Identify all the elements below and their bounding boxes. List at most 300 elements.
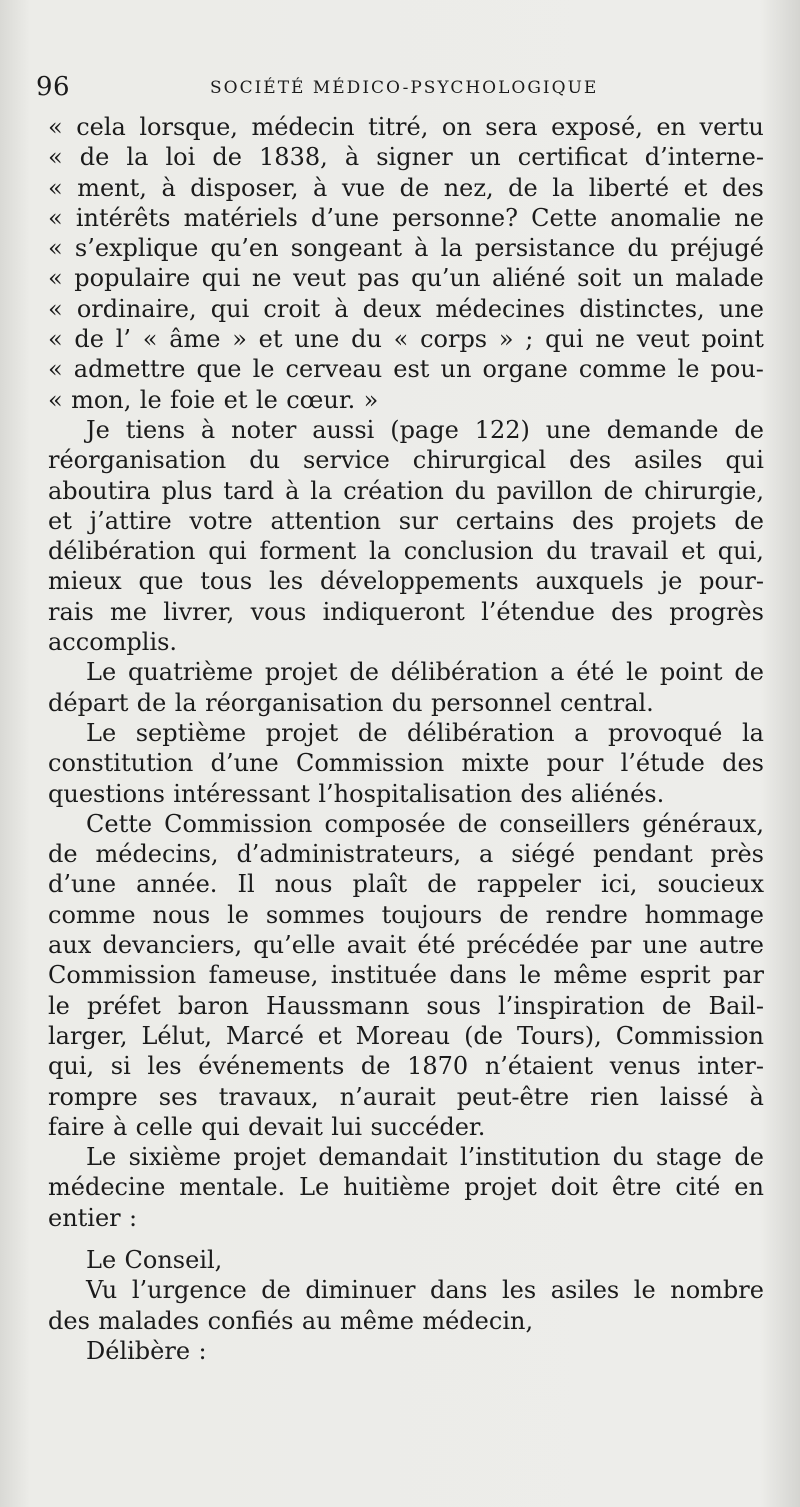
- word: qui,: [48, 1052, 95, 1081]
- word: à: [334, 294, 349, 323]
- word: tiens: [125, 415, 186, 444]
- word: conseillers: [499, 809, 631, 838]
- word: livrer,: [163, 597, 235, 626]
- word: confiés: [207, 1306, 294, 1335]
- word: chirurgie,: [644, 476, 764, 505]
- word: et: [258, 325, 283, 354]
- word: médecin: [251, 113, 355, 141]
- word: devait: [248, 1112, 323, 1141]
- word: ici,: [600, 870, 638, 899]
- text-line: [48, 142, 764, 172]
- word: pou-: [710, 355, 764, 384]
- word: populaire: [74, 264, 191, 293]
- word: «: [48, 113, 63, 141]
- text-line: [48, 354, 764, 384]
- text-line: [48, 1082, 764, 1112]
- word: médecine: [48, 1173, 166, 1202]
- word: mentale.: [179, 1173, 286, 1202]
- word: âme: [169, 325, 221, 354]
- word: qui: [725, 446, 764, 475]
- word: Haussmann: [265, 991, 410, 1020]
- word: de: [457, 809, 488, 838]
- word: cité: [675, 1173, 721, 1202]
- word: la: [552, 173, 575, 202]
- word: le: [139, 385, 162, 414]
- word: médecin,: [422, 1306, 534, 1335]
- word: de: [136, 688, 167, 717]
- word: demandait: [318, 1143, 448, 1172]
- word: tous: [200, 567, 253, 596]
- word: personne?: [392, 203, 518, 232]
- word: je: [660, 567, 683, 596]
- word: nombre: [670, 1276, 764, 1305]
- word: (page: [390, 415, 459, 444]
- word: Le: [86, 1143, 117, 1172]
- word: a: [479, 840, 494, 869]
- text-line: [48, 263, 764, 293]
- word: de: [212, 143, 242, 172]
- word: de: [261, 1276, 291, 1305]
- text-line: [48, 294, 764, 324]
- word: certificat: [517, 143, 628, 172]
- word: projet: [265, 718, 339, 747]
- word: l’urgence: [131, 1276, 247, 1305]
- word: stage: [656, 1143, 722, 1172]
- word: forment: [259, 537, 357, 566]
- word: sommes: [265, 900, 365, 929]
- word: sixième: [128, 1143, 221, 1172]
- word: ne: [595, 325, 626, 354]
- word: délibération: [48, 537, 196, 566]
- word: Cette: [86, 809, 153, 838]
- text-line: [48, 536, 764, 566]
- word: et: [681, 537, 706, 566]
- word: l’hospitalisation: [318, 779, 513, 808]
- word: projet: [464, 1173, 537, 1202]
- word: admettre: [73, 355, 186, 384]
- word: Tours),: [516, 1021, 602, 1050]
- word: du: [612, 1143, 644, 1172]
- word: persistance: [474, 234, 616, 263]
- word: en: [656, 113, 687, 141]
- word: qui: [545, 325, 584, 354]
- word: dans: [430, 1276, 488, 1305]
- word: de: [349, 658, 379, 687]
- word: me: [110, 597, 147, 626]
- word: délibération: [390, 658, 539, 687]
- word: larger,: [48, 1021, 128, 1050]
- word: votre: [189, 506, 253, 535]
- word: 122): [474, 415, 530, 444]
- word: aliénés.: [570, 779, 665, 808]
- word: liberté: [588, 173, 670, 202]
- word: d’une: [210, 749, 279, 778]
- text-line: [48, 173, 764, 203]
- word: Commission: [164, 809, 313, 838]
- word: personnel: [430, 688, 552, 717]
- body-text: [48, 112, 764, 1366]
- word: des: [48, 1306, 90, 1335]
- word: un: [632, 264, 664, 293]
- word: précédée: [466, 931, 580, 960]
- word: de: [734, 1143, 764, 1172]
- word: du: [391, 688, 423, 717]
- word: être: [611, 1173, 662, 1202]
- word: Cette: [531, 203, 598, 232]
- word: «: [48, 234, 63, 263]
- word: peut-être: [456, 1082, 570, 1111]
- word: progrès: [669, 597, 764, 626]
- word: aboutira: [48, 476, 151, 505]
- word: création: [343, 476, 444, 505]
- word: par: [722, 961, 764, 990]
- word: lui: [331, 1112, 363, 1141]
- word: asiles: [550, 1276, 620, 1305]
- word: Le: [86, 718, 117, 747]
- word: un: [469, 143, 501, 172]
- word: de: [48, 840, 78, 869]
- word: Délibère: [86, 1336, 191, 1365]
- word: »: [498, 325, 514, 354]
- text-line: [48, 779, 764, 809]
- word: s’explique: [74, 234, 199, 263]
- word: Je: [86, 415, 110, 444]
- word: comme: [578, 355, 667, 384]
- word: certains: [455, 506, 555, 535]
- word: de: [79, 143, 110, 172]
- word: titré,: [368, 113, 429, 141]
- word: diminuer: [305, 1276, 416, 1305]
- word: délibération: [407, 718, 555, 747]
- word: toujours: [381, 900, 483, 929]
- word: vous: [250, 597, 307, 626]
- word: réorganisation: [205, 688, 384, 717]
- word: avait: [346, 931, 407, 960]
- word: qui: [210, 294, 250, 323]
- word: n’aurait: [339, 1082, 436, 1111]
- word: hommage: [644, 900, 764, 929]
- word: généraux,: [642, 809, 764, 838]
- word: Commission: [615, 1021, 764, 1050]
- word: de: [357, 718, 388, 747]
- word: année.: [136, 870, 218, 899]
- word: cœur.: [286, 385, 356, 414]
- word: fameuse,: [208, 961, 319, 990]
- word: venus: [609, 1052, 681, 1081]
- word: celle: [135, 1112, 193, 1141]
- word: le: [252, 355, 275, 384]
- word: des: [520, 779, 563, 808]
- word: provoqué: [608, 718, 723, 747]
- word: la: [741, 718, 764, 747]
- word: à: [312, 173, 328, 202]
- text-line: [48, 112, 764, 142]
- word: comme: [48, 900, 136, 929]
- word: événements: [198, 1052, 345, 1081]
- word: veut: [293, 264, 346, 293]
- word: malade: [675, 264, 764, 293]
- word: de: [603, 476, 634, 505]
- word: départ: [48, 688, 129, 717]
- text-line: [48, 718, 764, 748]
- word: projet: [233, 1143, 306, 1172]
- word: une: [294, 325, 340, 354]
- word: préfet: [86, 991, 161, 1020]
- word: Le: [299, 1173, 330, 1202]
- word: foie: [170, 385, 216, 414]
- word: et: [683, 173, 708, 202]
- word: songeant: [290, 234, 402, 263]
- word: esprit: [639, 961, 711, 990]
- word: «: [142, 325, 158, 354]
- paragraph-gap: [48, 1233, 764, 1245]
- word: la: [440, 234, 463, 263]
- word: n’étaient: [484, 1052, 594, 1081]
- word: sera: [485, 113, 538, 141]
- word: mixte: [461, 749, 530, 778]
- word: d’administrateurs,: [236, 840, 462, 869]
- word: du: [546, 537, 578, 566]
- word: travaux,: [218, 1082, 319, 1111]
- word: Il: [237, 870, 255, 899]
- word: développements: [319, 567, 519, 596]
- word: qu’en: [210, 234, 279, 263]
- text-line: [48, 991, 764, 1021]
- word: entier: [48, 1203, 121, 1232]
- word: le: [519, 961, 542, 990]
- word: exposé,: [551, 113, 643, 141]
- word: Conseil,: [124, 1245, 223, 1274]
- text-line: [48, 809, 764, 839]
- word: Commission: [48, 961, 197, 990]
- word: nous: [274, 870, 333, 899]
- word: qui: [208, 537, 247, 566]
- word: le: [255, 385, 278, 414]
- word: faire: [48, 1112, 105, 1141]
- word: la: [174, 688, 197, 717]
- word: aussi: [312, 415, 375, 444]
- word: de: [661, 991, 692, 1020]
- text-line: [48, 476, 764, 506]
- word: que: [138, 567, 184, 596]
- word: accomplis.: [48, 628, 178, 657]
- word: cerveau: [285, 355, 383, 384]
- text-line: [48, 900, 764, 930]
- word: du: [454, 476, 486, 505]
- word: demande: [606, 415, 719, 444]
- word: malades: [98, 1306, 200, 1335]
- word: de: [499, 900, 529, 929]
- text-line: [48, 203, 764, 233]
- word: un: [440, 355, 472, 384]
- page-header: [0, 72, 800, 112]
- word: dans: [449, 961, 507, 990]
- word: de: [734, 415, 764, 444]
- word: aliéné: [492, 264, 566, 293]
- word: «: [48, 385, 63, 414]
- text-line: [48, 1021, 764, 1051]
- word: cela: [76, 113, 126, 141]
- word: l’inspiration: [497, 991, 645, 1020]
- word: une: [545, 415, 591, 444]
- word: veut: [636, 325, 690, 354]
- text-line: [48, 233, 764, 263]
- word: ses: [158, 1082, 198, 1111]
- word: des: [722, 749, 764, 778]
- word: même: [553, 961, 628, 990]
- word: médecins,: [95, 840, 219, 869]
- word: Le: [86, 658, 117, 687]
- word: rais: [48, 597, 94, 626]
- word: conclusion: [403, 537, 534, 566]
- word: deux: [362, 294, 422, 323]
- word: nous: [152, 900, 211, 929]
- word: siégé: [511, 840, 576, 869]
- word: du: [249, 446, 281, 475]
- text-line: [48, 748, 764, 778]
- word: «: [48, 355, 63, 384]
- word: distinctes,: [579, 294, 705, 323]
- word: est: [393, 355, 430, 384]
- word: :: [198, 1336, 207, 1365]
- word: sous: [426, 991, 481, 1020]
- word: mieux: [48, 567, 122, 596]
- word: projets: [631, 506, 717, 535]
- text-line: [48, 1172, 764, 1202]
- word: que: [196, 355, 242, 384]
- text-line: [48, 445, 764, 475]
- text-line: [48, 506, 764, 536]
- word: noter: [231, 415, 297, 444]
- word: disposer,: [190, 173, 299, 202]
- word: Le: [86, 1245, 117, 1274]
- word: le: [626, 658, 649, 687]
- word: on: [441, 113, 472, 141]
- word: la: [310, 476, 333, 505]
- word: soucieux: [657, 870, 764, 899]
- word: par: [590, 931, 632, 960]
- word: autre: [698, 931, 764, 960]
- word: «: [48, 143, 63, 172]
- word: »: [363, 385, 379, 414]
- word: la: [369, 537, 392, 566]
- text-line: [48, 1245, 764, 1275]
- word: Lélut,: [141, 1021, 212, 1050]
- word: attention: [270, 506, 381, 535]
- word: nez,: [443, 173, 494, 202]
- word: projet: [264, 658, 338, 687]
- word: à: [749, 1082, 764, 1111]
- word: en: [734, 1173, 764, 1202]
- word: rompre: [48, 1082, 138, 1111]
- word: Bail-: [708, 991, 764, 1020]
- word: l’étendue: [481, 597, 595, 626]
- text-line: [48, 1203, 764, 1233]
- word: a: [550, 658, 565, 687]
- word: vertu: [699, 113, 764, 141]
- word: rappeler: [476, 870, 581, 899]
- word: les: [147, 1052, 182, 1081]
- word: devanciers,: [102, 931, 243, 960]
- word: qui: [201, 264, 241, 293]
- word: de: [360, 1052, 391, 1081]
- word: rendre: [545, 900, 628, 929]
- word: laissé: [660, 1082, 729, 1111]
- word: service: [302, 446, 390, 475]
- word: composée: [324, 809, 446, 838]
- word: même: [340, 1306, 414, 1335]
- word: préjugé: [670, 234, 764, 263]
- text-line: [48, 1275, 764, 1305]
- word: matériels: [183, 203, 298, 232]
- word: succéder.: [370, 1112, 486, 1141]
- word: pendant: [592, 840, 693, 869]
- word: et: [317, 1021, 342, 1050]
- word: des: [569, 446, 612, 475]
- word: le: [48, 991, 70, 1020]
- word: de: [508, 173, 538, 202]
- word: à: [285, 476, 300, 505]
- word: et: [223, 385, 248, 414]
- word: lorsque,: [139, 113, 238, 141]
- text-line: [48, 597, 764, 627]
- word: point: [701, 325, 764, 354]
- word: pas: [357, 264, 400, 293]
- word: constitution: [48, 749, 194, 778]
- word: les: [268, 567, 304, 596]
- text-line: [48, 930, 764, 960]
- word: la: [126, 143, 149, 172]
- word: instituée: [330, 961, 438, 990]
- word: médecines: [435, 294, 566, 323]
- word: pour-: [699, 567, 764, 596]
- word: ment,: [77, 173, 147, 202]
- word: «: [48, 203, 63, 232]
- word: point: [659, 658, 723, 687]
- text-line: [48, 869, 764, 899]
- word: qui,: [717, 537, 764, 566]
- word: plaît: [352, 870, 408, 899]
- word: questions: [48, 779, 165, 808]
- word: organe: [482, 355, 568, 384]
- word: des: [721, 173, 764, 202]
- word: ordinaire,: [76, 294, 197, 323]
- word: à: [112, 1112, 128, 1141]
- word: réorganisation: [48, 446, 227, 475]
- word: le: [227, 900, 249, 929]
- text-line: [48, 1336, 764, 1366]
- text-line: [48, 566, 764, 596]
- word: doit: [550, 1173, 598, 1202]
- word: de: [399, 173, 430, 202]
- word: Moreau: [355, 1021, 451, 1050]
- word: l’: [115, 325, 132, 354]
- word: ne: [734, 203, 764, 232]
- word: tard: [223, 476, 275, 505]
- word: «: [48, 294, 63, 323]
- word: baron: [177, 991, 249, 1020]
- text-line: [48, 1306, 764, 1336]
- word: a: [574, 718, 589, 747]
- page-number: 96: [36, 72, 71, 102]
- text-line: [48, 1112, 764, 1142]
- word: huitième: [343, 1173, 451, 1202]
- word: au: [301, 1306, 332, 1335]
- word: été: [576, 658, 615, 687]
- text-line: [48, 415, 764, 445]
- word: le: [677, 355, 700, 384]
- word: «: [48, 173, 63, 202]
